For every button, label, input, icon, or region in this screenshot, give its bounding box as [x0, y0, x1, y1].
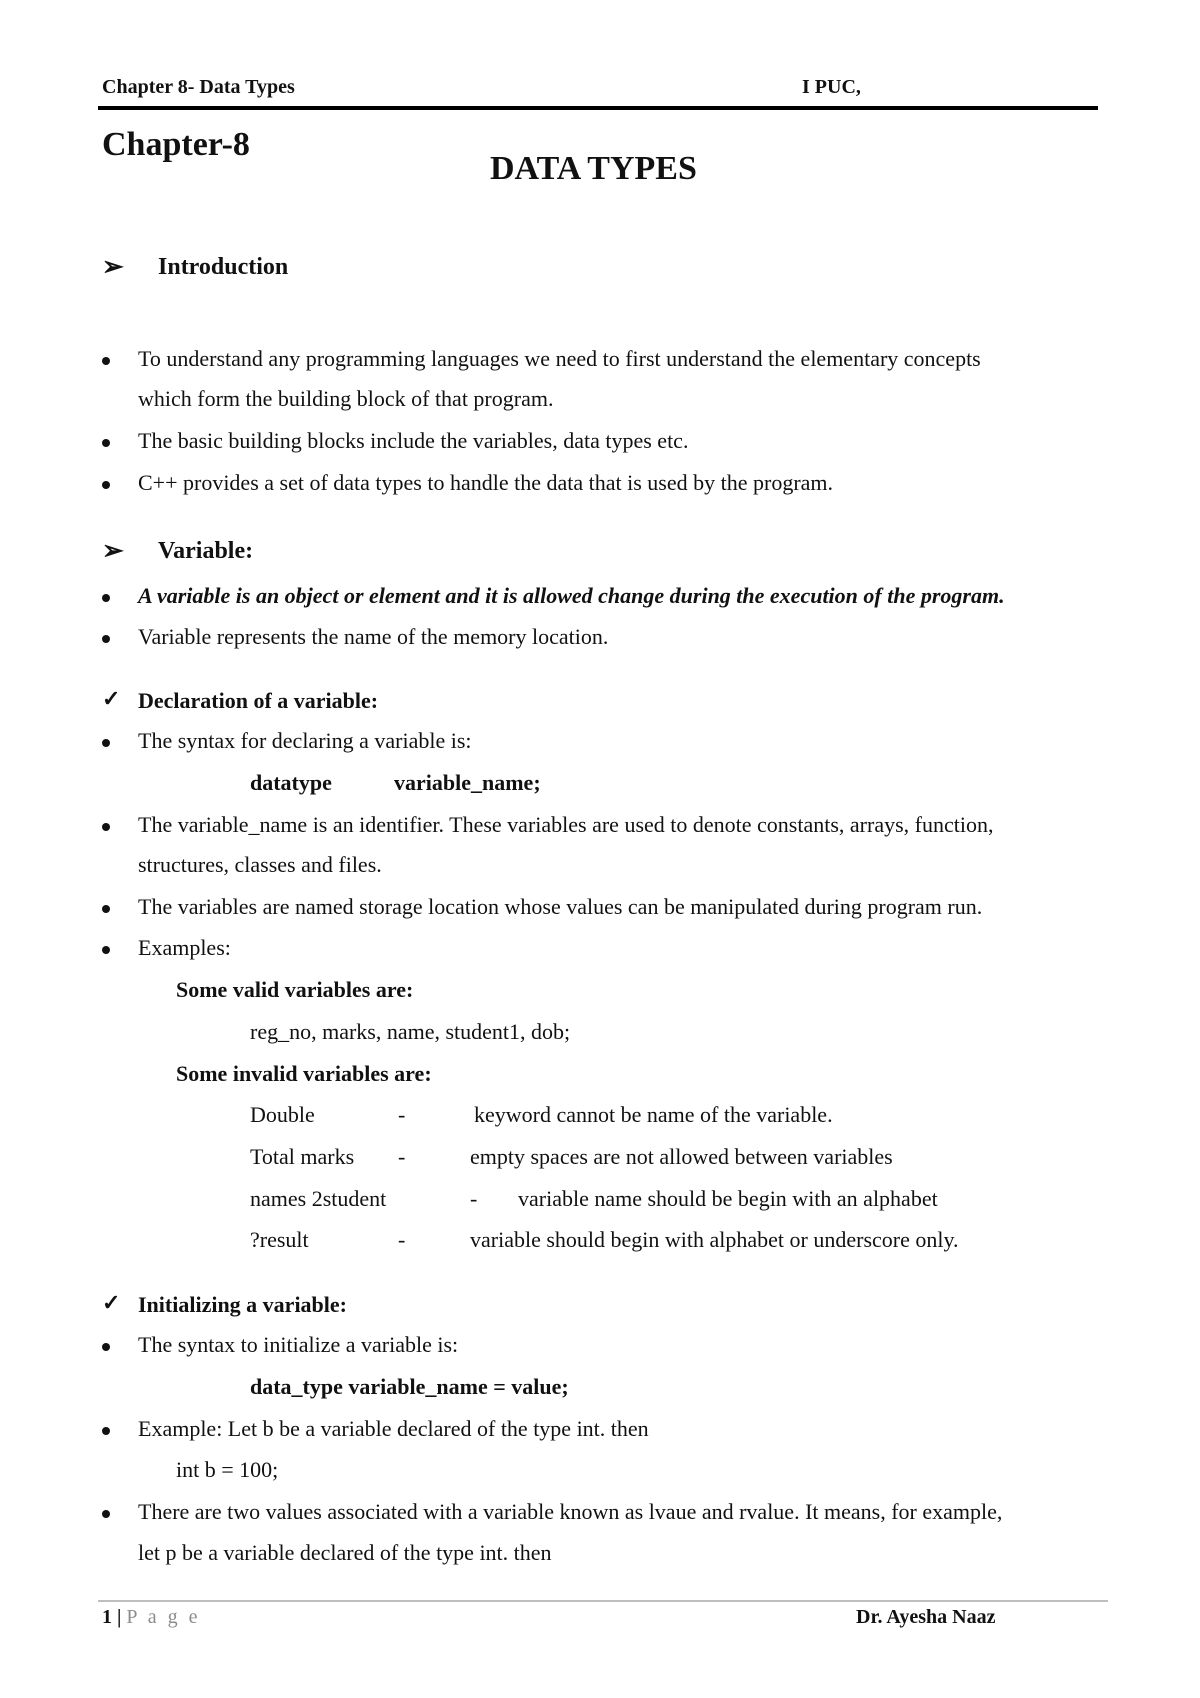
bullet-icon [102, 946, 110, 954]
invalid-row-name: Double [250, 1102, 315, 1127]
subheading-declaration: Declaration of a variable: [138, 688, 379, 713]
initializing-values-line2: let p be a variable declared of the type int. then [138, 1540, 552, 1565]
valid-variables-list: reg_no, marks, name, student1, dob; [250, 1019, 571, 1044]
invalid-row-dash: - [398, 1144, 406, 1169]
check-icon: ✓ [102, 1290, 121, 1315]
bullet-icon [102, 823, 110, 831]
arrow-bullet-icon: ➢ [102, 252, 124, 281]
initializing-example: Example: Let b be a variable declared of the type int. then [138, 1416, 649, 1441]
initializing-values-line1: There are two values associated with a variable known as lvaue and rvalue. It means, for example, [138, 1499, 1003, 1524]
running-header-class: I PUC, [802, 76, 861, 98]
bullet-icon [102, 635, 110, 643]
page-word: P a g e [126, 1606, 201, 1628]
footer-rule [98, 1600, 1108, 1602]
arrow-bullet-icon: ➢ [102, 536, 124, 565]
bullet-icon [102, 1427, 110, 1435]
bullet-icon [102, 594, 110, 602]
invalid-row-reason: keyword cannot be name of the variable. [474, 1102, 833, 1127]
bullet-icon [102, 357, 110, 365]
page-title: DATA TYPES [490, 150, 697, 187]
invalid-row-reason: empty spaces are not allowed between variables [470, 1144, 893, 1169]
invalid-row-reason: variable name should be begin with an alphabet [518, 1186, 938, 1211]
invalid-variables-heading: Some invalid variables are: [176, 1061, 432, 1086]
subheading-initializing: Initializing a variable: [138, 1292, 347, 1317]
check-icon: ✓ [102, 686, 121, 711]
declaration-identifier-line1: The variable_name is an identifier. These variables are used to denote constants, arrays, function, [138, 812, 994, 837]
declaration-storage: The variables are named storage location whose values can be manipulated during program run. [138, 894, 983, 919]
invalid-row-name: names 2student [250, 1186, 387, 1211]
declaration-syntax-type: datatype [250, 770, 332, 795]
invalid-row-dash: - [470, 1186, 478, 1211]
invalid-row-dash: - [398, 1102, 406, 1127]
section-heading-introduction: Introduction [158, 254, 289, 280]
page-separator: | [117, 1606, 122, 1628]
intro-bullet-1-line2: which form the building block of that program. [138, 386, 554, 411]
valid-variables-heading: Some valid variables are: [176, 977, 414, 1002]
variable-definition: A variable is an object or element and it is allowed change during the execution of the program. [138, 583, 1005, 608]
header-rule [98, 106, 1098, 110]
invalid-row-name: Total marks [250, 1144, 355, 1169]
footer-page-label [102, 1606, 201, 1629]
intro-bullet-2: The basic building blocks include the variables, data types etc. [138, 428, 689, 453]
chapter-label: Chapter-8 [102, 126, 250, 163]
footer-author: Dr. Ayesha Naaz [856, 1606, 996, 1628]
bullet-icon [102, 481, 110, 489]
initializing-syntax: data_type variable_name = value; [250, 1374, 569, 1399]
declaration-syntax-intro: The syntax for declaring a variable is: [138, 728, 472, 753]
initializing-syntax-intro: The syntax to initialize a variable is: [138, 1332, 459, 1357]
initializing-example-code: int b = 100; [176, 1457, 279, 1482]
variable-represents: Variable represents the name of the memory location. [138, 624, 609, 649]
declaration-identifier-line2: structures, classes and files. [138, 852, 382, 877]
bullet-icon [102, 1343, 110, 1351]
bullet-icon [102, 739, 110, 747]
intro-bullet-1-line1: To understand any programming languages we need to first understand the elementary concepts [138, 346, 981, 371]
bullet-icon [102, 905, 110, 913]
section-heading-variable: Variable: [158, 538, 254, 564]
invalid-row-reason: variable should begin with alphabet or underscore only. [470, 1227, 959, 1252]
bullet-icon [102, 1510, 110, 1518]
declaration-syntax-name: variable_name; [394, 770, 541, 795]
invalid-row-name: ?result [250, 1227, 309, 1252]
invalid-row-dash: - [398, 1227, 406, 1252]
intro-bullet-3: C++ provides a set of data types to handle the data that is used by the program. [138, 470, 834, 495]
bullet-icon [102, 439, 110, 447]
running-header-title: Chapter 8- Data Types [102, 76, 295, 98]
page-number: 1 [102, 1606, 112, 1628]
declaration-examples-label: Examples: [138, 935, 231, 960]
